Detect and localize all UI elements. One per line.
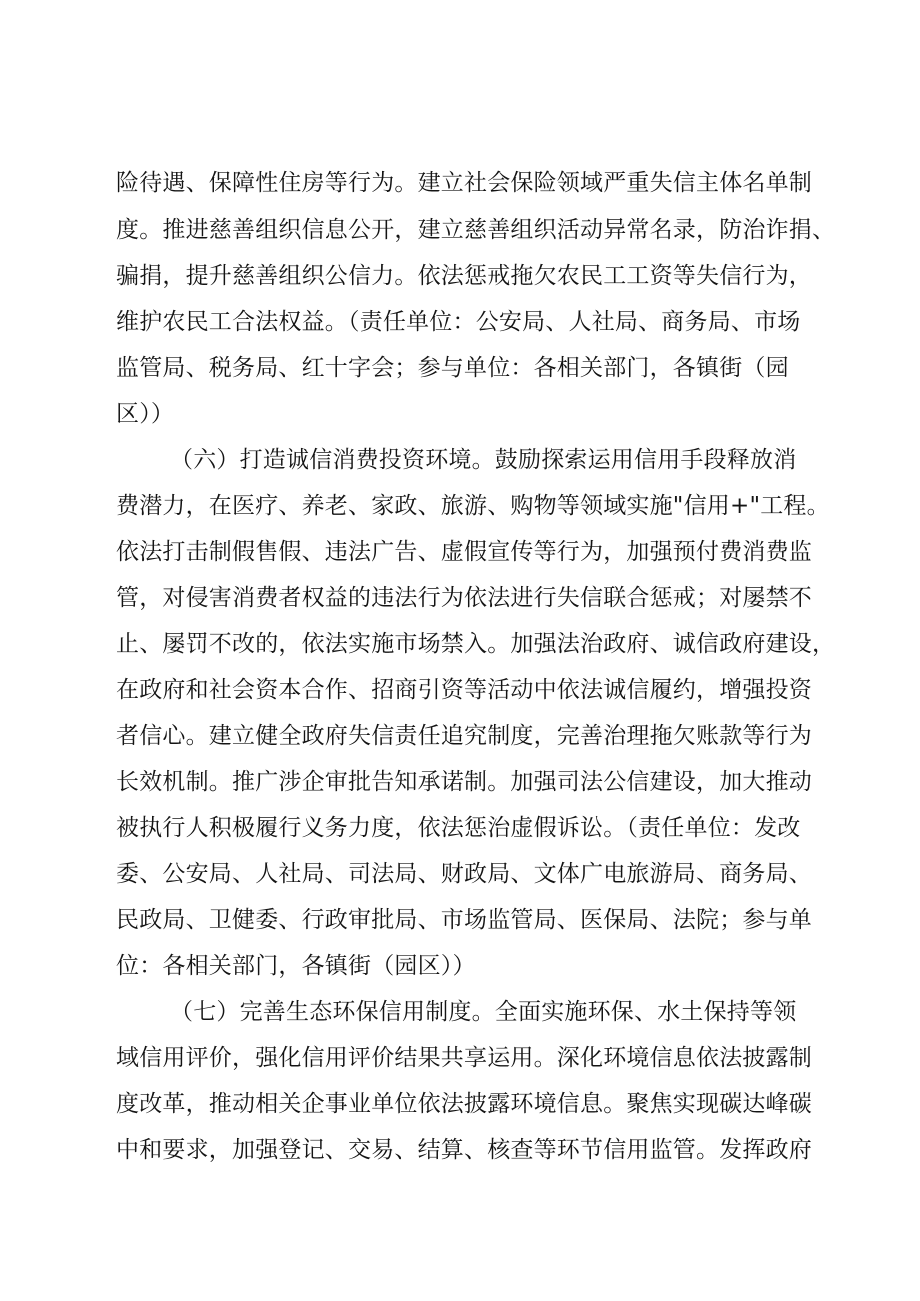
text-line: 维护农民工合法权益。（责任单位：公安局、人社局、商务局、市场 [116,309,801,335]
text-line: 域信用评价，强化信用评价结果共享运用。深化环境信息依法披露制 [116,1045,812,1071]
text-line: 管，对侵害消费者权益的违法行为依法进行失信联合惩戒；对屡禁不 [116,585,812,611]
text-line: 民政局、卫健委、行政审批局、市场监管局、医保局、法院；参与单 [116,907,812,933]
text-line: 委、公安局、人社局、司法局、财政局、文体广电旅游局、商务局、 [116,861,812,887]
text-line: 在政府和社会资本合作、招商引资等活动中依法诚信履约，增强投资 [116,677,812,703]
text-line: 区）） [116,401,175,427]
text-line: 者信心。建立健全政府失信责任追究制度，完善治理拖欠账款等行为 [116,723,812,749]
text-line: 费潜力，在医疗、养老、家政、旅游、购物等领域实施"信用+"工程。 [116,493,830,519]
text-line: 依法打击制假售假、违法广告、虚假宣传等行为，加强预付费消费监 [116,539,812,565]
text-line: 止、屡罚不改的，依法实施市场禁入。加强法治政府、诚信政府建设， [116,631,836,657]
paragraph-heading-7: （七）完善生态环保信用制度。全面实施环保、水土保持等领 [170,999,797,1025]
text-line: 被执行人积极履行义务力度，依法惩治虚假诉讼。（责任单位：发改 [116,815,801,841]
paragraph-heading-6: （六）打造诚信消费投资环境。鼓励探索运用信用手段释放消 [170,447,797,473]
text-line: 险待遇、保障性住房等行为。建立社会保险领域严重失信主体名单制 [116,170,812,196]
text-line: 长效机制。推广涉企审批告知承诺制。加强司法公信建设，加大推动 [116,769,812,795]
text-line: 位：各相关部门，各镇街（园区）） [116,953,476,979]
text-line: 中和要求，加强登记、交易、结算、核查等环节信用监管。发挥政府 [116,1137,812,1163]
text-line: 骗捐，提升慈善组织公信力。依法惩戒拖欠农民工工资等失信行为， [116,263,812,289]
text-line: 度改革，推动相关企事业单位依法披露环境信息。聚焦实现碳达峰碳 [116,1091,812,1117]
text-line: 度。推进慈善组织信息公开，建立慈善组织活动异常名录，防治诈捐、 [116,217,836,243]
text-line: 监管局、税务局、红十字会；参与单位：各相关部门，各镇街（园 [116,355,789,381]
